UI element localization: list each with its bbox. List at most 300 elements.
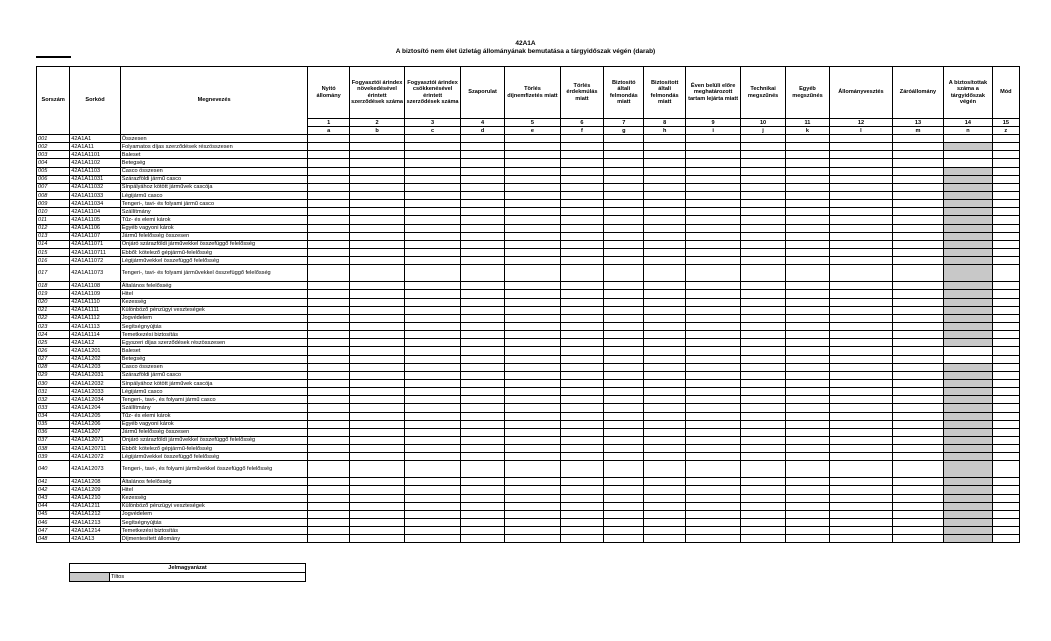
data-cell[interactable] [741, 282, 785, 290]
data-cell[interactable] [505, 404, 561, 412]
data-cell[interactable] [349, 519, 405, 527]
data-cell[interactable] [405, 183, 461, 191]
data-cell[interactable] [308, 502, 349, 510]
data-cell[interactable] [604, 347, 644, 355]
data-cell[interactable] [992, 331, 1019, 339]
data-cell[interactable] [644, 151, 685, 159]
data-cell[interactable] [785, 420, 829, 428]
data-cell[interactable] [741, 183, 785, 191]
data-cell[interactable] [308, 486, 349, 494]
data-cell[interactable] [741, 175, 785, 183]
data-cell[interactable] [644, 371, 685, 379]
data-cell[interactable] [460, 535, 504, 543]
data-cell[interactable] [560, 461, 603, 478]
data-cell[interactable] [405, 527, 461, 535]
data-cell[interactable] [992, 232, 1019, 240]
data-cell[interactable] [460, 224, 504, 232]
data-cell[interactable] [604, 478, 644, 486]
data-cell[interactable] [741, 224, 785, 232]
data-cell[interactable] [308, 282, 349, 290]
data-cell[interactable] [785, 314, 829, 322]
data-cell[interactable] [460, 428, 504, 436]
data-cell[interactable] [604, 232, 644, 240]
data-cell[interactable] [685, 151, 741, 159]
data-cell[interactable] [604, 355, 644, 363]
data-cell[interactable] [560, 298, 603, 306]
data-cell[interactable] [644, 339, 685, 347]
data-cell[interactable] [644, 502, 685, 510]
data-cell[interactable] [992, 535, 1019, 543]
data-cell[interactable] [992, 510, 1019, 518]
data-cell[interactable] [349, 404, 405, 412]
data-cell[interactable] [604, 143, 644, 151]
data-cell[interactable] [405, 428, 461, 436]
data-cell[interactable] [308, 347, 349, 355]
data-cell[interactable] [685, 486, 741, 494]
data-cell[interactable] [460, 322, 504, 330]
data-cell[interactable] [685, 339, 741, 347]
data-cell[interactable] [560, 159, 603, 167]
data-cell[interactable] [505, 240, 561, 248]
data-cell[interactable] [349, 510, 405, 518]
data-cell[interactable] [460, 339, 504, 347]
data-cell[interactable] [604, 216, 644, 224]
data-cell[interactable] [405, 412, 461, 420]
data-cell[interactable] [892, 510, 943, 518]
data-cell[interactable] [505, 428, 561, 436]
data-cell[interactable] [349, 167, 405, 175]
data-cell[interactable] [460, 371, 504, 379]
data-cell[interactable] [685, 347, 741, 355]
data-cell[interactable] [308, 257, 349, 265]
data-cell[interactable] [460, 420, 504, 428]
data-cell[interactable] [741, 151, 785, 159]
data-cell[interactable] [505, 224, 561, 232]
data-cell[interactable] [992, 388, 1019, 396]
data-cell[interactable] [892, 494, 943, 502]
data-cell[interactable] [892, 428, 943, 436]
data-cell[interactable] [644, 527, 685, 535]
data-cell[interactable] [604, 167, 644, 175]
data-cell[interactable] [685, 216, 741, 224]
data-cell[interactable] [349, 240, 405, 248]
data-cell[interactable] [308, 314, 349, 322]
data-cell[interactable] [785, 167, 829, 175]
data-cell[interactable] [741, 240, 785, 248]
data-cell[interactable] [741, 298, 785, 306]
data-cell[interactable] [741, 486, 785, 494]
data-cell[interactable] [644, 224, 685, 232]
data-cell[interactable] [405, 257, 461, 265]
data-cell[interactable] [830, 314, 893, 322]
data-cell[interactable] [349, 347, 405, 355]
data-cell[interactable] [505, 388, 561, 396]
data-cell[interactable] [785, 135, 829, 143]
data-cell[interactable] [892, 248, 943, 256]
data-cell[interactable] [741, 519, 785, 527]
data-cell[interactable] [460, 388, 504, 396]
data-cell[interactable] [308, 371, 349, 379]
data-cell[interactable] [944, 151, 992, 159]
data-cell[interactable] [992, 159, 1019, 167]
data-cell[interactable] [830, 445, 893, 453]
data-cell[interactable] [685, 143, 741, 151]
data-cell[interactable] [308, 298, 349, 306]
data-cell[interactable] [830, 331, 893, 339]
data-cell[interactable] [604, 412, 644, 420]
data-cell[interactable] [505, 200, 561, 208]
data-cell[interactable] [460, 143, 504, 151]
data-cell[interactable] [349, 151, 405, 159]
data-cell[interactable] [460, 135, 504, 143]
data-cell[interactable] [308, 388, 349, 396]
data-cell[interactable] [830, 257, 893, 265]
data-cell[interactable] [741, 191, 785, 199]
data-cell[interactable] [830, 494, 893, 502]
data-cell[interactable] [349, 355, 405, 363]
data-cell[interactable] [308, 135, 349, 143]
data-cell[interactable] [460, 208, 504, 216]
data-cell[interactable] [644, 257, 685, 265]
data-cell[interactable] [405, 208, 461, 216]
data-cell[interactable] [308, 167, 349, 175]
data-cell[interactable] [405, 314, 461, 322]
data-cell[interactable] [685, 200, 741, 208]
data-cell[interactable] [992, 519, 1019, 527]
data-cell[interactable] [460, 461, 504, 478]
data-cell[interactable] [741, 306, 785, 314]
data-cell[interactable] [892, 363, 943, 371]
data-cell[interactable] [560, 527, 603, 535]
data-cell[interactable] [685, 379, 741, 387]
data-cell[interactable] [830, 216, 893, 224]
data-cell[interactable] [741, 159, 785, 167]
data-cell[interactable] [405, 420, 461, 428]
data-cell[interactable] [405, 355, 461, 363]
data-cell[interactable] [505, 306, 561, 314]
data-cell[interactable] [785, 191, 829, 199]
data-cell[interactable] [785, 510, 829, 518]
data-cell[interactable] [992, 151, 1019, 159]
data-cell[interactable] [308, 420, 349, 428]
data-cell[interactable] [685, 436, 741, 444]
data-cell[interactable] [560, 135, 603, 143]
data-cell[interactable] [892, 420, 943, 428]
data-cell[interactable] [349, 257, 405, 265]
data-cell[interactable] [785, 428, 829, 436]
data-cell[interactable] [560, 412, 603, 420]
data-cell[interactable] [892, 282, 943, 290]
data-cell[interactable] [349, 420, 405, 428]
data-cell[interactable] [644, 216, 685, 224]
data-cell[interactable] [644, 167, 685, 175]
data-cell[interactable] [405, 363, 461, 371]
data-cell[interactable] [830, 298, 893, 306]
data-cell[interactable] [405, 248, 461, 256]
data-cell[interactable] [830, 404, 893, 412]
data-cell[interactable] [604, 494, 644, 502]
data-cell[interactable] [405, 535, 461, 543]
data-cell[interactable] [992, 265, 1019, 282]
data-cell[interactable] [505, 412, 561, 420]
data-cell[interactable] [992, 453, 1019, 461]
data-cell[interactable] [785, 306, 829, 314]
data-cell[interactable] [460, 404, 504, 412]
data-cell[interactable] [741, 347, 785, 355]
data-cell[interactable] [560, 216, 603, 224]
data-cell[interactable] [308, 200, 349, 208]
data-cell[interactable] [604, 322, 644, 330]
data-cell[interactable] [308, 494, 349, 502]
data-cell[interactable] [308, 322, 349, 330]
data-cell[interactable] [892, 314, 943, 322]
data-cell[interactable] [560, 151, 603, 159]
data-cell[interactable] [741, 355, 785, 363]
data-cell[interactable] [460, 298, 504, 306]
data-cell[interactable] [830, 143, 893, 151]
data-cell[interactable] [644, 519, 685, 527]
data-cell[interactable] [785, 355, 829, 363]
data-cell[interactable] [604, 404, 644, 412]
data-cell[interactable] [992, 135, 1019, 143]
data-cell[interactable] [830, 175, 893, 183]
data-cell[interactable] [560, 535, 603, 543]
data-cell[interactable] [349, 143, 405, 151]
data-cell[interactable] [505, 282, 561, 290]
data-cell[interactable] [505, 257, 561, 265]
data-cell[interactable] [685, 371, 741, 379]
data-cell[interactable] [741, 379, 785, 387]
data-cell[interactable] [992, 502, 1019, 510]
data-cell[interactable] [604, 240, 644, 248]
data-cell[interactable] [992, 412, 1019, 420]
data-cell[interactable] [308, 478, 349, 486]
data-cell[interactable] [830, 151, 893, 159]
data-cell[interactable] [308, 151, 349, 159]
data-cell[interactable] [644, 282, 685, 290]
data-cell[interactable] [892, 379, 943, 387]
data-cell[interactable] [830, 240, 893, 248]
data-cell[interactable] [785, 175, 829, 183]
data-cell[interactable] [405, 453, 461, 461]
data-cell[interactable] [741, 388, 785, 396]
data-cell[interactable] [604, 135, 644, 143]
data-cell[interactable] [644, 404, 685, 412]
data-cell[interactable] [308, 232, 349, 240]
data-cell[interactable] [741, 461, 785, 478]
data-cell[interactable] [644, 159, 685, 167]
data-cell[interactable] [604, 151, 644, 159]
data-cell[interactable] [308, 461, 349, 478]
data-cell[interactable] [505, 519, 561, 527]
data-cell[interactable] [349, 282, 405, 290]
data-cell[interactable] [349, 371, 405, 379]
data-cell[interactable] [460, 200, 504, 208]
data-cell[interactable] [644, 240, 685, 248]
data-cell[interactable] [460, 502, 504, 510]
data-cell[interactable] [349, 208, 405, 216]
data-cell[interactable] [785, 183, 829, 191]
data-cell[interactable] [644, 232, 685, 240]
data-cell[interactable] [830, 436, 893, 444]
data-cell[interactable] [644, 248, 685, 256]
data-cell[interactable] [460, 396, 504, 404]
data-cell[interactable] [505, 191, 561, 199]
data-cell[interactable] [405, 347, 461, 355]
data-cell[interactable] [685, 159, 741, 167]
data-cell[interactable] [604, 175, 644, 183]
data-cell[interactable] [830, 502, 893, 510]
data-cell[interactable] [349, 486, 405, 494]
data-cell[interactable] [644, 265, 685, 282]
data-cell[interactable] [830, 248, 893, 256]
data-cell[interactable] [644, 461, 685, 478]
data-cell[interactable] [644, 290, 685, 298]
data-cell[interactable] [460, 412, 504, 420]
data-cell[interactable] [349, 175, 405, 183]
data-cell[interactable] [644, 510, 685, 518]
data-cell[interactable] [785, 200, 829, 208]
data-cell[interactable] [785, 224, 829, 232]
data-cell[interactable] [830, 322, 893, 330]
data-cell[interactable] [349, 224, 405, 232]
data-cell[interactable] [785, 298, 829, 306]
data-cell[interactable] [405, 306, 461, 314]
data-cell[interactable] [604, 265, 644, 282]
data-cell[interactable] [560, 453, 603, 461]
data-cell[interactable] [992, 257, 1019, 265]
data-cell[interactable] [785, 257, 829, 265]
data-cell[interactable] [785, 519, 829, 527]
data-cell[interactable] [349, 216, 405, 224]
data-cell[interactable] [505, 445, 561, 453]
data-cell[interactable] [560, 445, 603, 453]
data-cell[interactable] [741, 478, 785, 486]
data-cell[interactable] [405, 265, 461, 282]
data-cell[interactable] [685, 527, 741, 535]
data-cell[interactable] [505, 135, 561, 143]
data-cell[interactable] [785, 208, 829, 216]
data-cell[interactable] [992, 461, 1019, 478]
data-cell[interactable] [685, 510, 741, 518]
data-cell[interactable] [892, 257, 943, 265]
data-cell[interactable] [830, 420, 893, 428]
data-cell[interactable] [992, 290, 1019, 298]
data-cell[interactable] [685, 290, 741, 298]
data-cell[interactable] [685, 331, 741, 339]
data-cell[interactable] [405, 191, 461, 199]
data-cell[interactable] [830, 527, 893, 535]
data-cell[interactable] [785, 159, 829, 167]
data-cell[interactable] [308, 445, 349, 453]
data-cell[interactable] [505, 183, 561, 191]
data-cell[interactable] [405, 224, 461, 232]
data-cell[interactable] [604, 379, 644, 387]
data-cell[interactable] [892, 486, 943, 494]
data-cell[interactable] [644, 445, 685, 453]
data-cell[interactable] [560, 363, 603, 371]
data-cell[interactable] [604, 486, 644, 494]
data-cell[interactable] [560, 371, 603, 379]
data-cell[interactable] [604, 331, 644, 339]
data-cell[interactable] [460, 331, 504, 339]
data-cell[interactable] [830, 428, 893, 436]
data-cell[interactable] [892, 502, 943, 510]
data-cell[interactable] [349, 396, 405, 404]
data-cell[interactable] [560, 478, 603, 486]
data-cell[interactable] [685, 224, 741, 232]
data-cell[interactable] [992, 379, 1019, 387]
data-cell[interactable] [892, 412, 943, 420]
data-cell[interactable] [308, 143, 349, 151]
data-cell[interactable] [505, 478, 561, 486]
data-cell[interactable] [505, 527, 561, 535]
data-cell[interactable] [741, 420, 785, 428]
data-cell[interactable] [892, 224, 943, 232]
data-cell[interactable] [992, 428, 1019, 436]
data-cell[interactable] [785, 494, 829, 502]
data-cell[interactable] [349, 436, 405, 444]
data-cell[interactable] [685, 183, 741, 191]
data-cell[interactable] [505, 355, 561, 363]
data-cell[interactable] [405, 200, 461, 208]
data-cell[interactable] [992, 183, 1019, 191]
data-cell[interactable] [892, 306, 943, 314]
data-cell[interactable] [460, 257, 504, 265]
data-cell[interactable] [505, 420, 561, 428]
data-cell[interactable] [405, 379, 461, 387]
data-cell[interactable] [604, 420, 644, 428]
data-cell[interactable] [460, 355, 504, 363]
data-cell[interactable] [604, 371, 644, 379]
data-cell[interactable] [944, 347, 992, 355]
data-cell[interactable] [892, 298, 943, 306]
data-cell[interactable] [685, 445, 741, 453]
data-cell[interactable] [785, 535, 829, 543]
data-cell[interactable] [785, 379, 829, 387]
data-cell[interactable] [741, 265, 785, 282]
data-cell[interactable] [604, 200, 644, 208]
data-cell[interactable] [308, 240, 349, 248]
data-cell[interactable] [349, 331, 405, 339]
data-cell[interactable] [785, 265, 829, 282]
data-cell[interactable] [992, 420, 1019, 428]
data-cell[interactable] [560, 339, 603, 347]
data-cell[interactable] [830, 224, 893, 232]
data-cell[interactable] [644, 412, 685, 420]
data-cell[interactable] [604, 388, 644, 396]
data-cell[interactable] [992, 478, 1019, 486]
data-cell[interactable] [405, 436, 461, 444]
data-cell[interactable] [308, 535, 349, 543]
data-cell[interactable] [830, 282, 893, 290]
data-cell[interactable] [505, 159, 561, 167]
data-cell[interactable] [308, 306, 349, 314]
data-cell[interactable] [560, 347, 603, 355]
data-cell[interactable] [892, 183, 943, 191]
data-cell[interactable] [560, 257, 603, 265]
data-cell[interactable] [992, 436, 1019, 444]
data-cell[interactable] [560, 396, 603, 404]
data-cell[interactable] [644, 478, 685, 486]
data-cell[interactable] [349, 265, 405, 282]
data-cell[interactable] [560, 388, 603, 396]
data-cell[interactable] [604, 436, 644, 444]
data-cell[interactable] [644, 143, 685, 151]
data-cell[interactable] [560, 510, 603, 518]
data-cell[interactable] [644, 208, 685, 216]
data-cell[interactable] [685, 306, 741, 314]
